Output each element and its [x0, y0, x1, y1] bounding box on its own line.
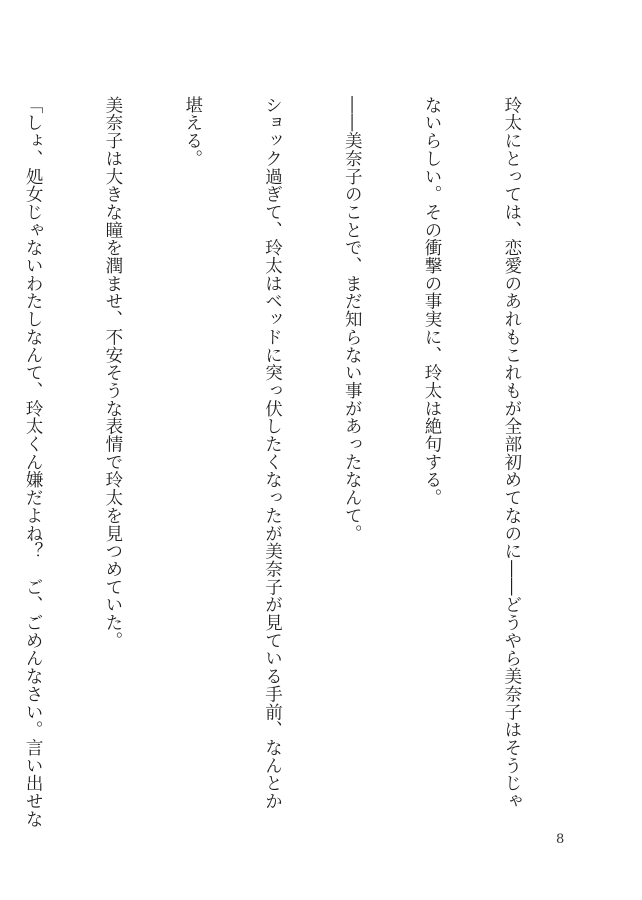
text-line: ショック過ぎて、玲太はベッドに突っ伏したくなったが美奈子が見ている手前、なんとか [262, 96, 283, 810]
text-line: 玲太にとっては、恋愛のあれもこれもが全部初めてなのに――どうやら美奈子はそうじゃ [501, 96, 522, 810]
page-number: 8 [556, 832, 565, 847]
text-line: 「しょ、処女じゃないわたしなんて、玲太くん嫌だよね？ ご、ごめんなさい。言い出せな [23, 96, 44, 828]
text-line: ――美奈子のことで、まだ知らない事があったなんて。 [342, 96, 363, 543]
body-text [0, 96, 578, 828]
text-line: 堪える。 [182, 96, 203, 168]
text-line: 美奈子は大きな瞳を潤ませ、不安そうな表情で玲太を見つめていた。 [102, 96, 123, 650]
text-line: ないらしい。その衝撃の事実に、玲太は絶句する。 [422, 96, 443, 507]
